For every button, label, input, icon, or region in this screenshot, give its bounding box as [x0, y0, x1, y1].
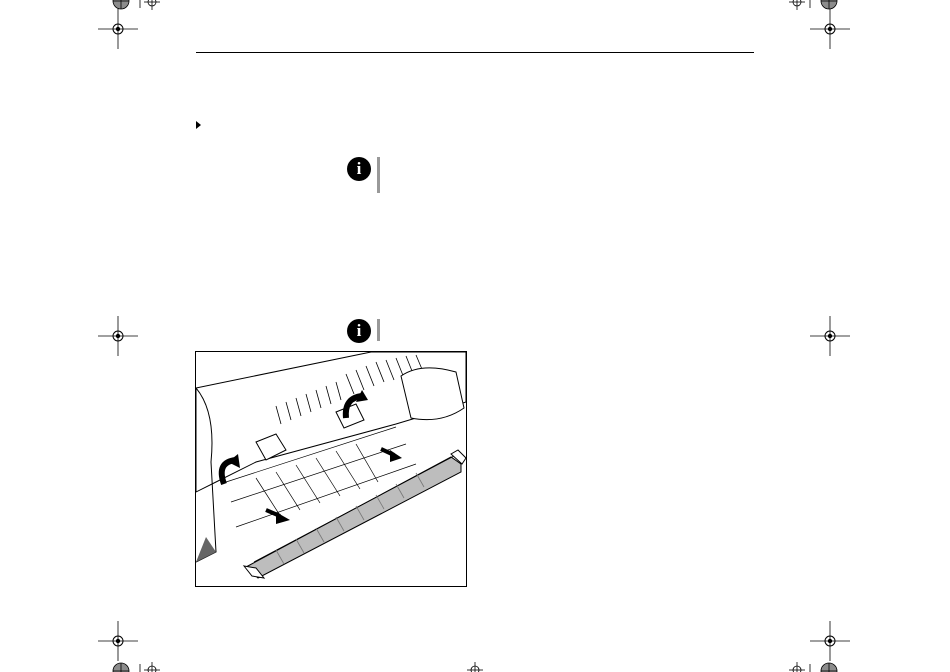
crosshair-icon	[467, 662, 483, 672]
crosshair-icon	[98, 316, 138, 356]
crosshair-icon	[98, 621, 138, 661]
crosshair-icon	[98, 9, 138, 49]
crosshair-icon	[821, 0, 837, 9]
info-icon: i	[347, 157, 371, 181]
crosshair-icon	[810, 621, 850, 661]
note-bar	[377, 157, 380, 193]
printer-illustration	[195, 351, 467, 587]
step-bullet	[196, 121, 201, 129]
crosshair-icon	[113, 0, 129, 9]
crosshair-icon	[810, 316, 850, 356]
crosshair-icon	[144, 0, 160, 10]
info-icon: i	[347, 319, 371, 343]
crosshair-icon	[789, 662, 805, 672]
crosshair-icon	[789, 0, 805, 10]
crosshair-icon	[113, 663, 129, 672]
crosshair-icon	[810, 9, 850, 49]
header-rule	[196, 52, 754, 53]
crosshair-icon	[821, 663, 837, 672]
crosshair-icon	[144, 662, 160, 672]
note-bar	[377, 319, 380, 341]
